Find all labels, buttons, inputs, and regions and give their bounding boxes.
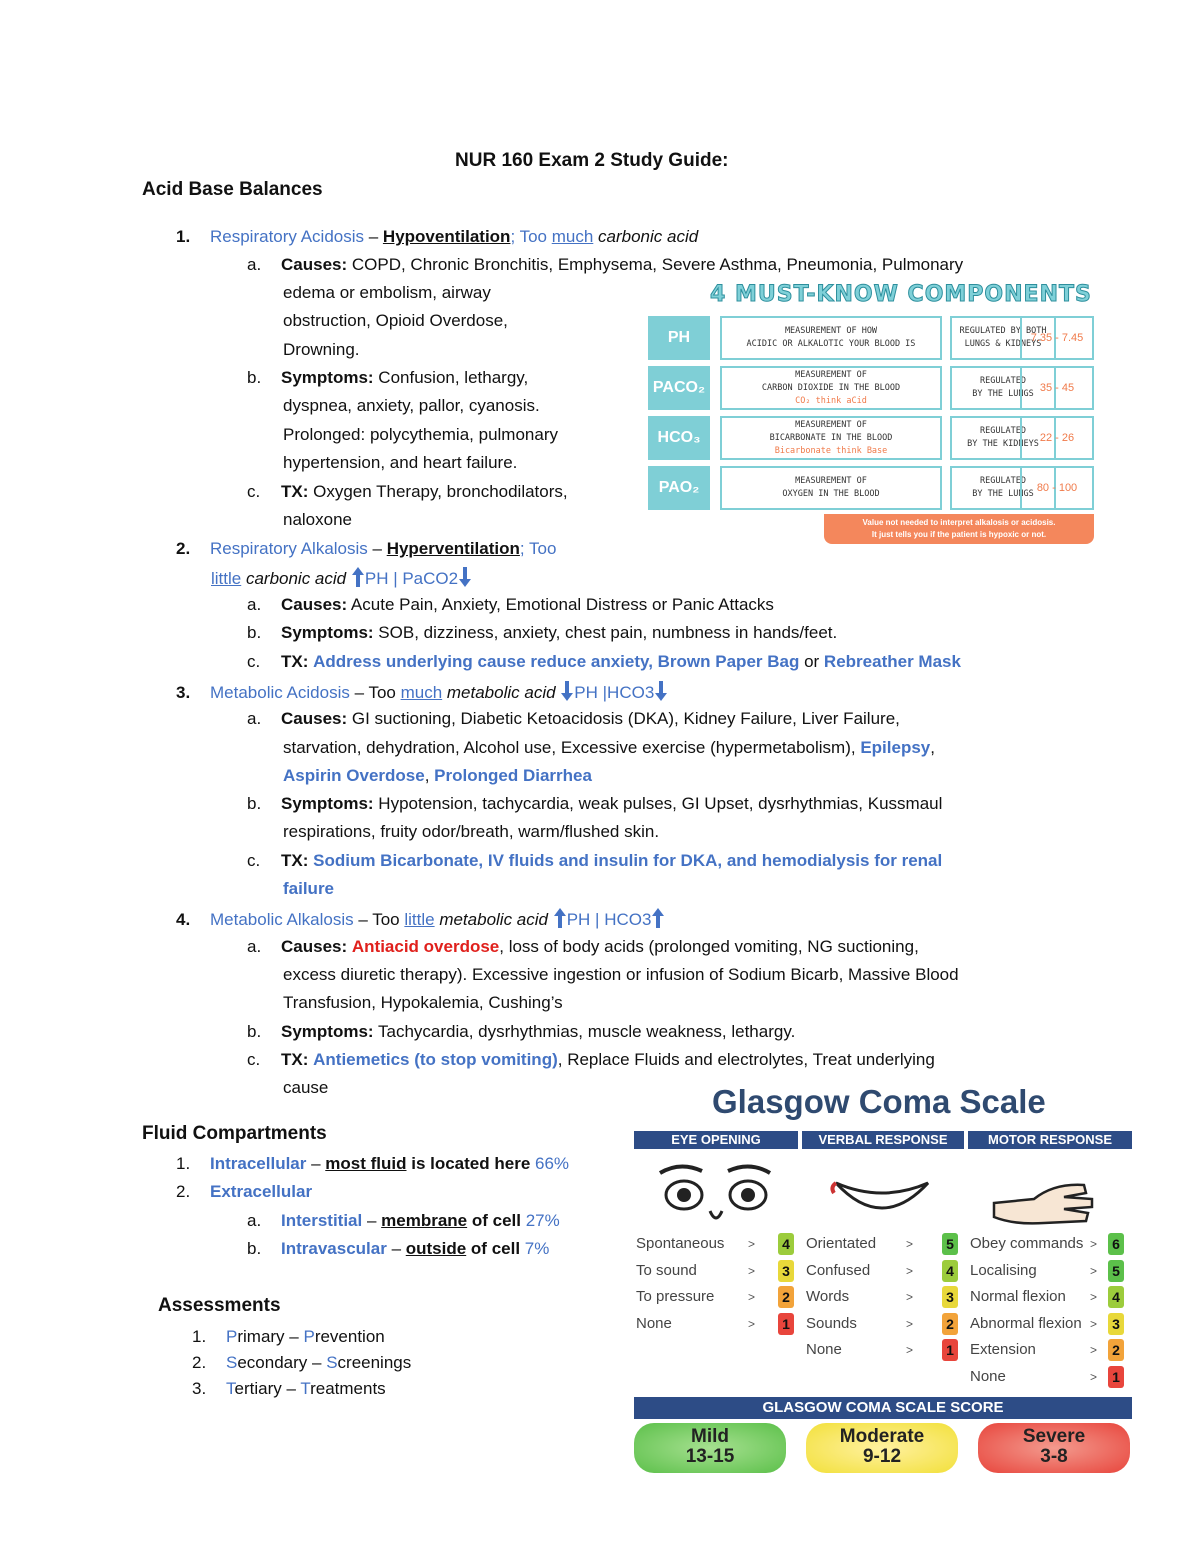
severity-moderate: Moderate 9-12 xyxy=(806,1423,958,1473)
gcs-score: 3 xyxy=(942,1286,958,1308)
gcs-score: 5 xyxy=(942,1233,958,1255)
gcs-arrow: > xyxy=(906,1343,914,1357)
gcs-score: 6 xyxy=(1108,1233,1124,1255)
list-item: a. Interstitial – membrane of cell 27% xyxy=(247,1211,560,1230)
list-item: little carbonic acid PH | PaCO2 xyxy=(211,566,472,590)
gcs-score: 1 xyxy=(942,1339,958,1361)
text-line: naloxone xyxy=(283,510,353,529)
list-item: b. Symptoms: SOB, dizziness, anxiety, chest pain, numbness in hands/feet. xyxy=(247,623,838,642)
arrow-up-icon xyxy=(553,907,567,929)
list-item: c. TX: Sodium Bicarbonate, IV fluids and insulin for DKA, and hemodialysis for renal xyxy=(247,851,943,870)
arrow-down-icon xyxy=(560,680,574,702)
gcs-item-label: Spontaneous xyxy=(636,1235,725,1252)
components-note: Value not needed to interpret alkalosis or acidosis. It just tells you if the patient is hypoxic or not. xyxy=(824,514,1094,544)
gcs-arrow: > xyxy=(906,1316,914,1331)
gcs-arrow: > xyxy=(1090,1263,1098,1278)
gcs-score: 3 xyxy=(778,1260,794,1282)
list-item: b. Intravascular – outside of cell 7% xyxy=(247,1239,550,1258)
gcs-arrow: > xyxy=(1090,1343,1098,1357)
components-title: 4 MUST-KNOW COMPONENTS xyxy=(710,282,1092,307)
gcs-item-label: None xyxy=(806,1341,842,1358)
hand-icon xyxy=(974,1153,1126,1243)
list-item: a. Causes: COPD, Chronic Bronchitis, Emphysema, Severe Asthma, Pneumonia, Pulmonary xyxy=(247,255,964,274)
gcs-header: VERBAL RESPONSE xyxy=(802,1131,964,1149)
text-line: Drowning. xyxy=(283,340,360,359)
gcs-score: 2 xyxy=(942,1313,958,1335)
gcs-score: 1 xyxy=(778,1313,794,1335)
gcs-score: 4 xyxy=(1108,1286,1124,1308)
list-item: c. TX: Oxygen Therapy, bronchodilators, xyxy=(247,482,568,501)
gcs-item-label: Localising xyxy=(970,1261,1037,1279)
text-line: Aspirin Overdose, Prolonged Diarrhea xyxy=(283,766,592,785)
text-line: obstruction, Opioid Overdose, xyxy=(283,311,508,330)
gcs-score: 5 xyxy=(1108,1260,1124,1282)
gcs-item-label: None xyxy=(636,1314,672,1332)
gcs-score-title: GLASGOW COMA SCALE SCORE xyxy=(634,1397,1132,1419)
list-item: c. TX: Address underlying cause reduce anxiety, Brown Paper Bag or Rebreather Mask xyxy=(247,652,961,671)
list-item: b. Symptoms: Hypotension, tachycardia, weak pulses, GI Upset, dysrhythmias, Kussmaul xyxy=(247,794,943,813)
list-item: a. Causes: Antiacid overdose, loss of body acids (prolonged vomiting, NG suctioning, xyxy=(247,937,919,956)
list-item: b. Symptoms: Confusion, lethargy, xyxy=(247,368,529,387)
list-item: 1. Respiratory Acidosis – Hypoventilation; Too much carbonic acid xyxy=(176,227,699,246)
text-line: starvation, dehydration, Alcohol use, Excessive exercise (hypermetabolism), Epilepsy, xyxy=(283,738,935,757)
list-item: c. TX: Antiemetics (to stop vomiting), Replace Fluids and electrolytes, Treat underlying xyxy=(247,1050,935,1069)
list-item: 2. Respiratory Alkalosis – Hyperventilation; Too xyxy=(176,539,557,558)
gcs-item-label: Extension xyxy=(970,1341,1036,1358)
condition-name: Respiratory Acidosis xyxy=(210,227,365,246)
gcs-item-label: Words xyxy=(806,1288,850,1305)
severity-severe: Severe 3-8 xyxy=(978,1423,1130,1473)
gcs-item-label: To sound xyxy=(636,1261,697,1279)
glasgow-coma-scale xyxy=(634,1083,1132,1473)
list-item: 4. Metabolic Alkalosis – Too little metabolic acid PH | HCO3 xyxy=(176,907,665,931)
gcs-arrow: > xyxy=(906,1263,914,1278)
list-item: 3. Tertiary – Treatments xyxy=(192,1379,386,1398)
gcs-arrow: > xyxy=(906,1237,914,1251)
severity-mild: Mild 13-15 xyxy=(634,1423,786,1473)
arrow-down-icon xyxy=(458,566,472,588)
mouth-face-icon xyxy=(806,1153,958,1243)
gcs-item-label: Abnormal flexion xyxy=(970,1314,1082,1332)
assessments-heading: Assessments xyxy=(158,1295,281,1316)
text-line: dyspnea, anxiety, pallor, cyanosis. xyxy=(283,396,540,415)
gcs-arrow: > xyxy=(748,1290,756,1304)
text-line: respirations, fruity odor/breath, warm/flushed skin. xyxy=(283,822,660,841)
gcs-item-label: Normal flexion xyxy=(970,1288,1066,1305)
text-line: edema or embolism, airway xyxy=(283,283,491,302)
list-item: 2. Secondary – Screenings xyxy=(192,1353,412,1372)
gcs-item-label: Orientated xyxy=(806,1235,877,1252)
gcs-arrow: > xyxy=(1090,1290,1098,1304)
gcs-score: 4 xyxy=(942,1260,958,1282)
gcs-score: 2 xyxy=(1108,1339,1124,1361)
list-item: 2. Extracellular xyxy=(176,1182,313,1201)
text-line: cause xyxy=(283,1078,329,1097)
gcs-title: Glasgow Coma Scale xyxy=(712,1083,1046,1120)
gcs-item-label: Sounds xyxy=(806,1314,857,1332)
page-title: NUR 160 Exam 2 Study Guide: xyxy=(455,150,729,171)
text-line: failure xyxy=(283,879,335,898)
gcs-header: EYE OPENING xyxy=(634,1131,798,1149)
list-item: 1. Primary – Prevention xyxy=(192,1327,385,1346)
text-line: Prolonged: polycythemia, pulmonary xyxy=(283,425,558,444)
gcs-score: 3 xyxy=(1108,1313,1124,1335)
gcs-score: 1 xyxy=(1108,1366,1124,1388)
components-table: 4 MUST-KNOW COMPONENTS PH MEASUREMENT OF HOW ACIDIC OR ALKALOTIC YOUR BLOOD IS REGULATED BY BOTH LUNGS & KIDNEYS 7.35 - 7.45 PACO₂ MEASUREMENT OF CARBON DIOXIDE IN THE BLOOD CO₂ think aCid REGULATED BY THE LUNGS 35 - 45 HCO₃ MEASUREMENT OF BICARBONATE IN THE BLOOD Bicarbonate think Base REGULATED BY THE KIDNEYS 22 - 26 PAO₂ MEASUREMENT OF OXYGEN IN THE BLOOD REGULATED BY THE LUNGS 80 - 100 Value not needed to interpret alkalosis or acidosis. It just tells you if the patient is hypoxic or not. xyxy=(648,282,1098,542)
text-line: Transfusion, Hypokalemia, Cushing’s xyxy=(283,993,563,1012)
list-item: a. Causes: GI suctioning, Diabetic Ketoacidosis (DKA), Kidney Failure, Liver Failure, xyxy=(247,709,900,728)
gcs-arrow: > xyxy=(748,1316,756,1331)
gcs-arrow: > xyxy=(1090,1369,1098,1384)
list-item: 1. Intracellular – most fluid is located here 66% xyxy=(176,1154,570,1173)
list-item: a. Causes: Acute Pain, Anxiety, Emotional Distress or Panic Attacks xyxy=(247,595,774,614)
gcs-score: 2 xyxy=(778,1286,794,1308)
text-line: excess diuretic therapy). Excessive ingestion or infusion of Sodium Bicarb, Massive Blood xyxy=(283,965,959,984)
list-item: b. Symptoms: Tachycardia, dysrhythmias, muscle weakness, lethargy. xyxy=(247,1022,796,1041)
gcs-header: MOTOR RESPONSE xyxy=(968,1131,1132,1149)
acid-base-heading: Acid Base Balances xyxy=(142,179,323,200)
gcs-arrow: > xyxy=(748,1237,756,1251)
list-item: 3. Metabolic Acidosis – Too much metabolic acid PH |HCO3 xyxy=(176,680,668,704)
gcs-arrow: > xyxy=(748,1263,756,1278)
eye-face-icon xyxy=(640,1153,792,1243)
gcs-arrow: > xyxy=(1090,1316,1098,1331)
gcs-item-label: Obey commands xyxy=(970,1235,1084,1252)
fluid-heading: Fluid Compartments xyxy=(142,1123,327,1144)
arrow-up-icon xyxy=(351,566,365,588)
arrow-down-icon xyxy=(654,680,668,702)
gcs-item-label: None xyxy=(970,1367,1006,1385)
arrow-up-icon xyxy=(651,907,665,929)
gcs-score: 4 xyxy=(778,1233,794,1255)
text-line: hypertension, and heart failure. xyxy=(283,453,518,472)
gcs-arrow: > xyxy=(1090,1237,1098,1251)
gcs-item-label: Confused xyxy=(806,1261,871,1279)
gcs-arrow: > xyxy=(906,1290,914,1304)
gcs-item-label: To pressure xyxy=(636,1288,715,1305)
